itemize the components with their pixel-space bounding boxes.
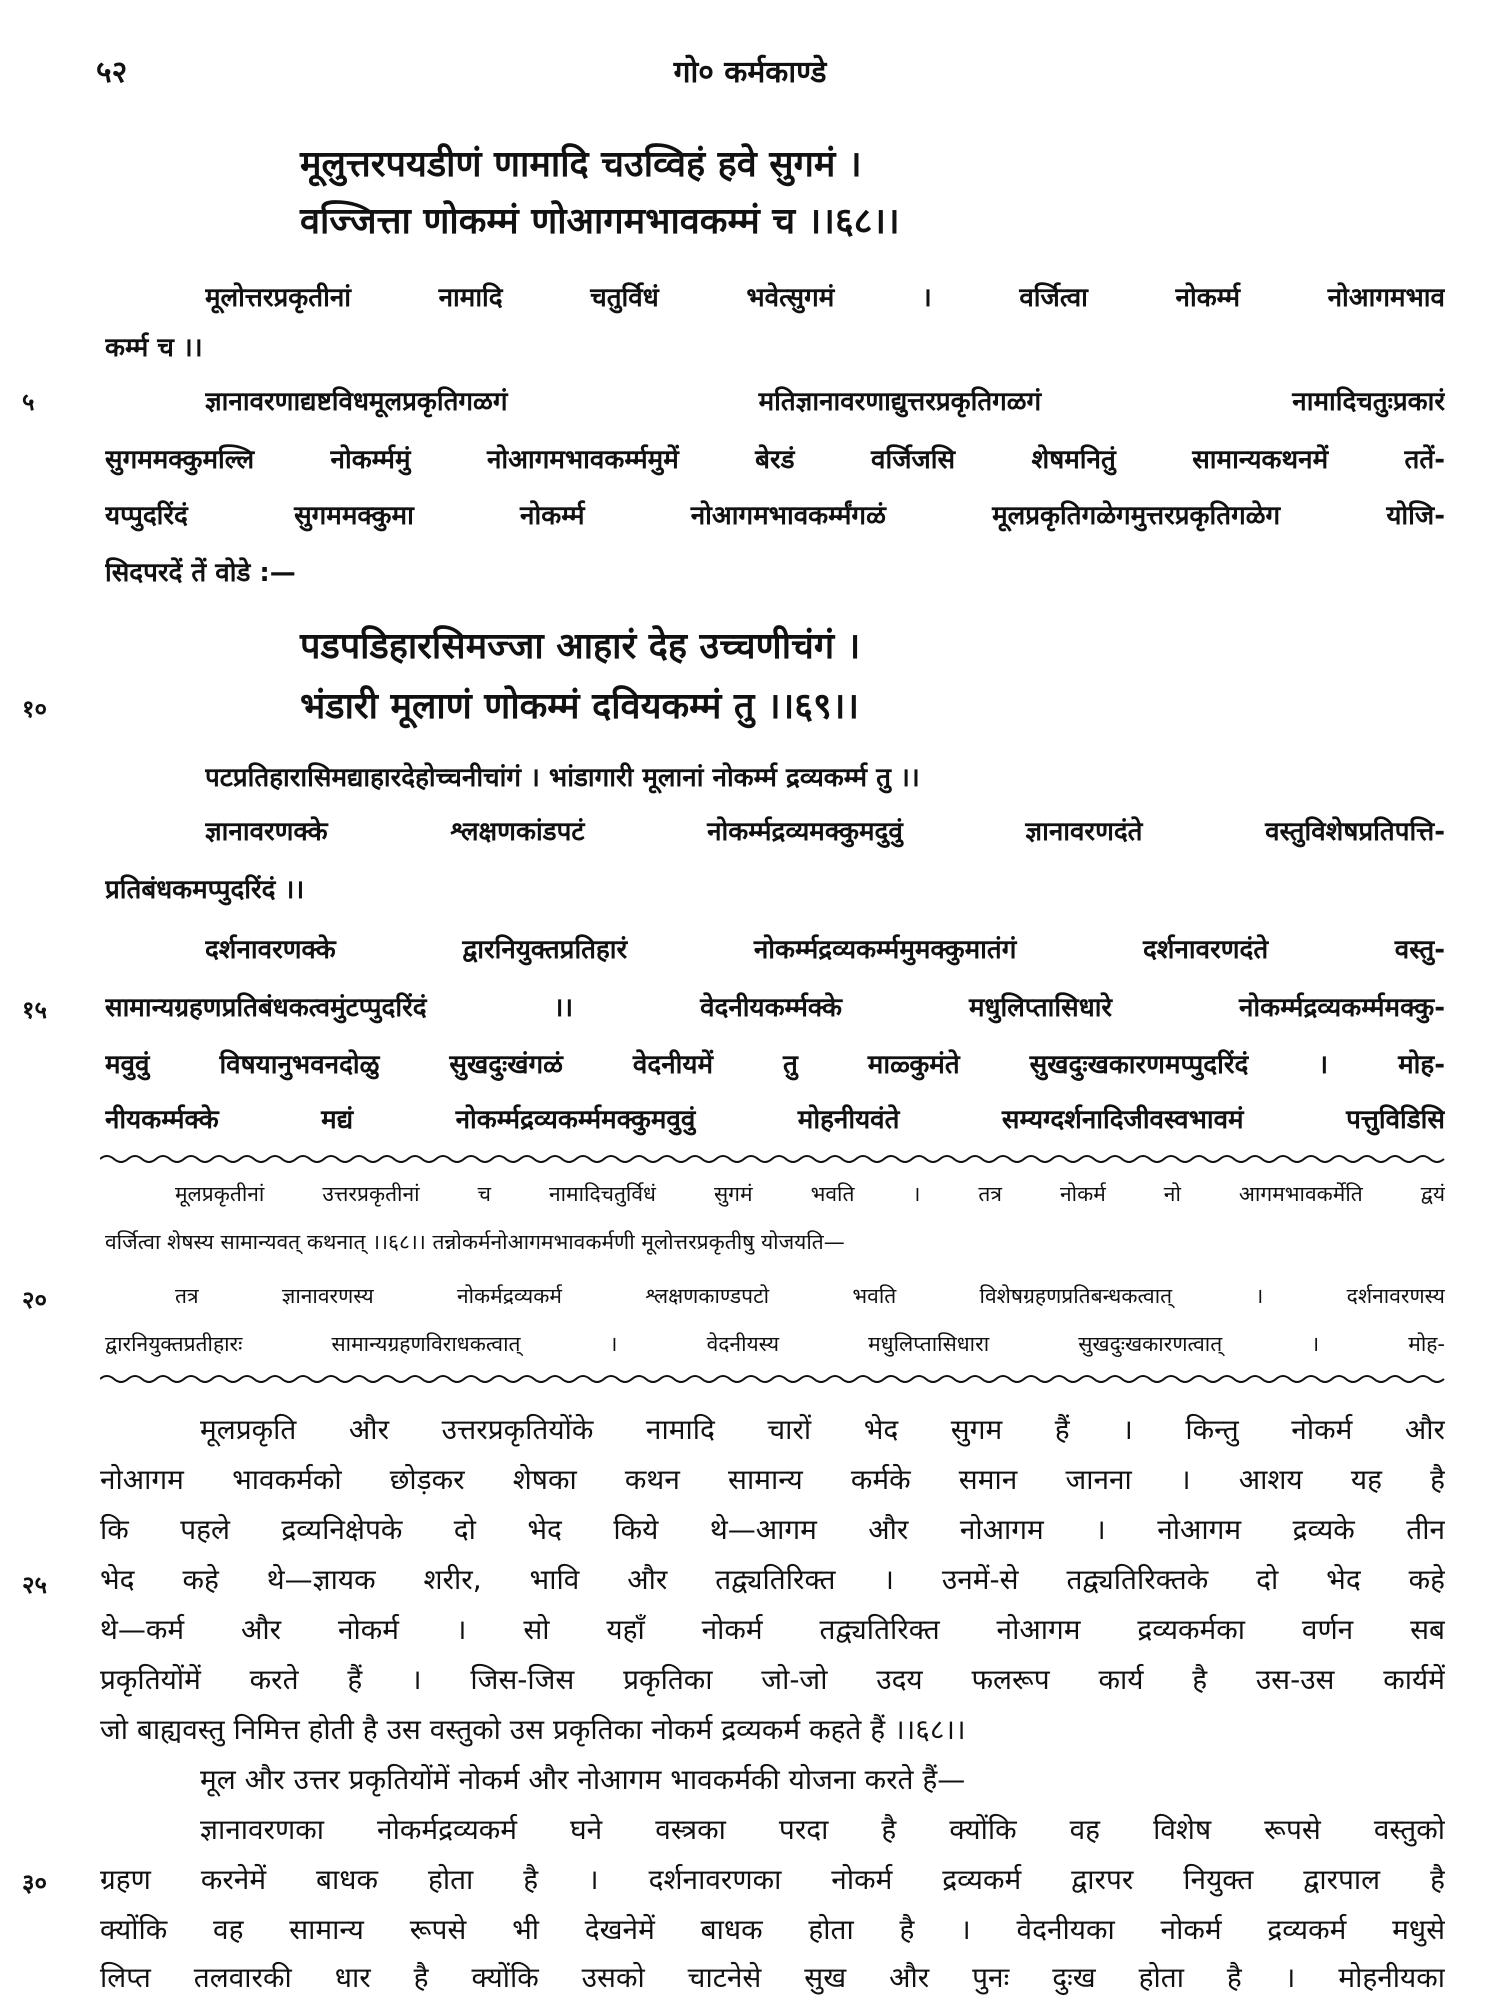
gatha-69-line-1: पडपडिहारसिमज्जा आहारं देह उच्चणीचंगं । [300, 626, 861, 667]
hindi-line-6: प्रकृतियोंमें करते हैं । जिस-जिस प्रकृतिका जो-जो उदय फलरूप कार्य है उस-उस कार्यमें [100, 1663, 1445, 1696]
chaya-68-line-2: कर्म्म च ।। [105, 333, 203, 363]
footnote-line-2: वर्जित्वा शेषस्य सामान्यवत् कथनात् ।।६८।। तन्नोकर्मनोआगमभावकर्मणी मूलोत्तरप्रकृतीषु योजयति— [105, 1230, 845, 1254]
margin-number-15: १५ [22, 996, 47, 1024]
margin-number-25: २५ [22, 1571, 47, 1599]
kannada-2-line-1: ज्ञानावरणक्के श्लक्षणकांडपटं नोकर्म्मद्रव्यमक्कुमदुवुं ज्ञानावरणदंते वस्तुविशेषप्रतिपत्ति- [205, 817, 1445, 847]
hindi-line-10: ग्रहण करनेमें बाधक होता है । दर्शनावरणका नोकर्म द्रव्यकर्म द्वारपर नियुक्त द्वारपाल है [100, 1863, 1445, 1896]
margin-number-30: ३० [22, 1869, 47, 1897]
wavy-divider-bottom [100, 1372, 1445, 1386]
hindi-line-4: भेद कहे थे—ज्ञायक शरीर, भावि और तद्व्यतिरिक्त । उनमें-से तद्व्यतिरिक्तके दो भेद कहे [100, 1563, 1445, 1596]
chaya-69-line-1: पटप्रतिहारासिमद्याहारदेहोच्चनीचांगं । भांडागारी मूलानां नोकर्म्म द्रव्यकर्म्म तु ।। [205, 763, 920, 793]
page-number: ५२ [96, 55, 128, 90]
hindi-line-1: मूलप्रकृति और उत्तरप्रकृतियोंके नामादि चारों भेद सुगम हैं । किन्तु नोकर्म और [200, 1413, 1445, 1446]
hindi-line-3: कि पहले द्रव्यनिक्षेपके दो भेद किये थे—आगम और नोआगम । नोआगम द्रव्यके तीन [100, 1513, 1445, 1546]
margin-number-10: १० [22, 695, 47, 723]
kannada-1-line-3: यप्पुदरिंदं सुगममक्कुमा नोकर्म्म नोआगमभावकर्म्मंगळं मूलप्रकृतिगळेगमुत्तरप्रकृतिगळेग योजि- [105, 501, 1445, 531]
hindi-line-11: क्योंकि वह सामान्य रूपसे भी देखनेमें बाधक होता है । वेदनीयका नोकर्म द्रव्यकर्म मधुसे [100, 1913, 1445, 1946]
hindi-line-2: नोआगम भावकर्मको छोड़कर शेषका कथन सामान्य कर्मके समान जानना । आशय यह है [100, 1463, 1445, 1496]
hindi-line-7: जो बाह्यवस्तु निमित्त होती है उस वस्तुको उस प्रकृतिका नोकर्म द्रव्यकर्म कहते हैं ।।६८।। [100, 1713, 966, 1746]
hindi-line-12: लिप्त तलवारकी धार है क्योंकि उसको चाटनेसे सुख और पुनः दुःख होता है । मोहनीयका [100, 1961, 1445, 1994]
footnote-line-3: तत्र ज्ञानावरणस्य नोकर्मद्रव्यकर्म श्लक्षणकाण्डपटो भवति विशेषग्रहणप्रतिबन्धकत्वात् । दर्शनावरणस्य [175, 1284, 1445, 1308]
running-head: गो० कर्मकाण्डे [673, 55, 827, 90]
hindi-line-8: मूल और उत्तर प्रकृतियोंमें नोकर्म और नोआगम भावकर्मकी योजना करते हैं— [200, 1763, 966, 1796]
kannada-1-line-2: सुगममक्कुमल्लि नोकर्म्ममुं नोआगमभावकर्म्ममुमें बेरडं वर्जिजसि शेषमनितुं सामान्यकथनमें ततें- [105, 445, 1445, 475]
kannada-2-line-3: दर्शनावरणक्के द्वारनियुक्तप्रतिहारं नोकर्म्मद्रव्यकर्म्ममुमक्कुमातंगं दर्शनावरणदंते वस्तु- [205, 935, 1445, 965]
kannada-2-line-6: नीयकर्म्मक्के मद्यं नोकर्म्मद्रव्यकर्म्ममक्कुमवुवुं मोहनीयवंते सम्यग्दर्शनादिजीवस्वभावमं पत्तुविडिसि [105, 1105, 1445, 1135]
footnote-line-4: द्वारनियुक्तप्रतीहारः सामान्यग्रहणविराधकत्वात् । वेदनीयस्य मधुलिप्तासिधारा सुखदुःखकारणत्वात् । मोह- [105, 1332, 1445, 1356]
kannada-2-line-5: मवुवुं विषयानुभवनदोळु सुखदुःखंगळं वेदनीयमें तु माळ्कुमंते सुखदुःखकारणमप्पुदरिंदं । मोह- [105, 1050, 1445, 1080]
margin-number-5: ५ [22, 388, 35, 416]
kannada-2-line-2: प्रतिबंधकमप्पुदरिंदं ।। [105, 875, 305, 905]
gatha-68-line-2: वज्जित्ता णोकम्मं णोआगमभावकम्मं च ।।६८।। [300, 201, 900, 242]
hindi-line-9: ज्ञानावरणका नोकर्मद्रव्यकर्म घने वस्त्रका परदा है क्योंकि वह विशेष रूपसे वस्तुको [200, 1813, 1445, 1846]
chaya-68-line-1: मूलोत्तरप्रकृतीनां नामादि चतुर्विधं भवेत्सुगमं । वर्जित्वा नोकर्म्म नोआगमभाव [205, 283, 1445, 313]
kannada-2-line-4: सामान्यग्रहणप्रतिबंधकत्वमुंटप्पुदरिंदं ।। वेदनीयकर्म्मक्के मधुलिप्तासिधारे नोकर्म्मद्रव्यकर्म्ममक्कु- [105, 993, 1445, 1023]
footnote-line-1: मूलप्रकृतीनां उत्तरप्रकृतीनां च नामादिचतुर्विधं सुगमं भवति । तत्र नोकर्म नो आगमभावकर्मेति द्वयं [175, 1182, 1445, 1206]
kannada-1-line-1: ज्ञानावरणाद्यष्टविधमूलप्रकृतिगळगं मतिज्ञानावरणाद्युत्तरप्रकृतिगळगं नामादिचतुःप्रकारं [205, 387, 1445, 417]
wavy-divider-top [100, 1152, 1445, 1166]
gatha-68-line-1: मूलुत्तरपयडीणं णामादि चउव्विहं हवे सुगमं । [300, 144, 862, 185]
margin-number-20: २० [22, 1286, 47, 1314]
gatha-69-line-2: भंडारी मूलाणं णोकम्मं दवियकम्मं तु ।।६९।। [300, 686, 859, 727]
hindi-line-5: थे—कर्म और नोकर्म । सो यहाँ नोकर्म तद्व्यतिरिक्त नोआगम द्रव्यकर्मका वर्णन सब [100, 1613, 1445, 1646]
kannada-1-line-4: सिदपरदें तें वोडे :— [105, 558, 296, 588]
